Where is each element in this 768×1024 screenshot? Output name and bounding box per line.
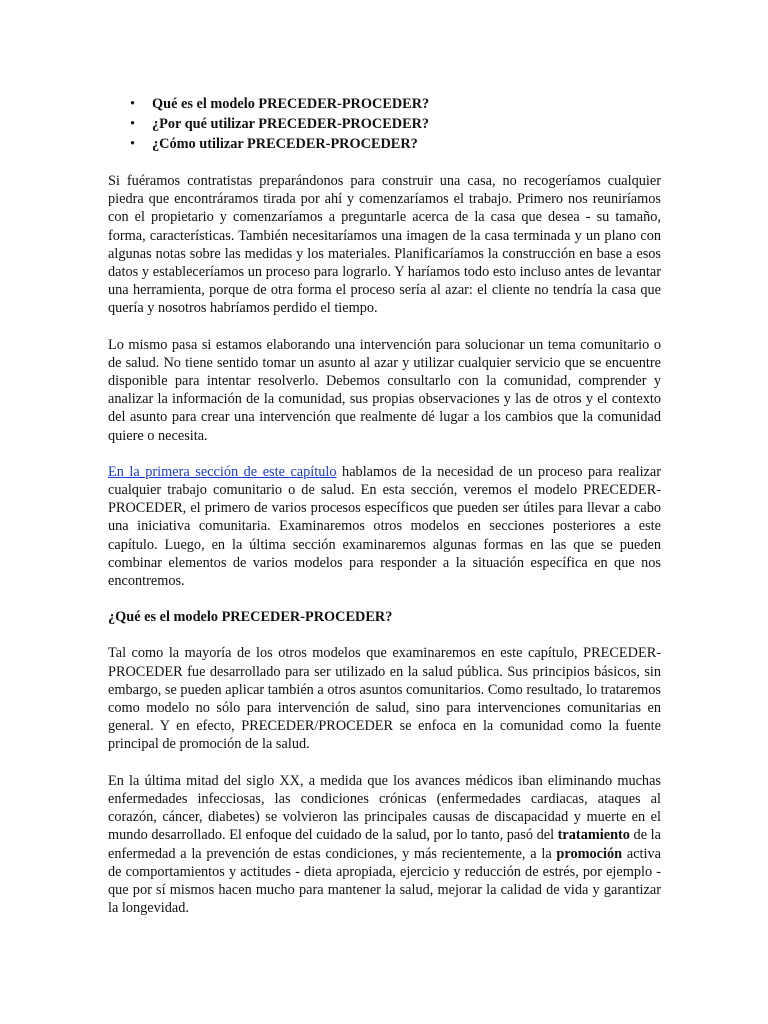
paragraph-section-intro-text: hablamos de la necesidad de un proceso para realizar cualquier trabajo comunitario o de salud. En esta sección, veremos el modelo PRECEDER-PROCEDER, el primero de varios procesos específicos que pueden ser útiles para llevar a cabo una iniciativa comunitaria. Examinaremos otros modelos en secciones posteriores a este capítulo. Luego, en la última sección examinaremos algunas formas en las que se pueden combinar elementos de varios modelos para responder a la situación específica en que nos encontremos. [108,463,661,590]
contents-item [108,114,661,134]
first-section-link[interactable]: En la primera sección de este capítulo [108,463,337,480]
paragraph-intervention: Lo mismo pasa si estamos elaborando una intervención para solucionar un tema comunitario o de salud. No tiene sentido tomar un asunto al azar y utilizar cualquier servicio que se encuentre disponible para intentar resolverlo. Debemos consultarlo con la comunidad, comprender y analizar la información de la comunidad, sus propias observaciones y las de otros y el contexto del asunto para crear una intervención que realmente dé lugar a los cambios que la comunidad quiere o necesita. [108,336,661,444]
bullet-icon: • [130,136,136,152]
paragraph-contractors: Si fuéramos contratistas preparándonos para construir una casa, no recogeríamos cualquier piedra que encontráramos tirada por ahí y comenzaríamos el trabajo. Primero nos reuniríamos con el propietario y comenzaríamos a preguntarle acerca de la casa que desea - su tamaño, forma, características. También necesitaríamos una imagen de la casa terminada y un plano con algunas notas sobre las medidas y los materiales. Planificaríamos la construcción en base a esos datos y estableceríamos un proceso para lograrlo. Y haríamos todo esto incluso antes de levantar una herramienta, porque de otra forma el proceso sería al azar: el cliente no tendría la casa que quería y nosotros habríamos perdido el tiempo. [108,173,661,317]
text-run: de la enfermedad a la prevención de estas condiciones, y más recientemente, a la [108,827,661,862]
contents-item [108,94,661,114]
paragraph-section-intro [108,463,661,590]
contents-item-label: ¿Cómo utilizar PRECEDER-PROCEDER? [152,136,418,152]
contents-item-label: Qué es el modelo PRECEDER-PROCEDER? [152,96,430,112]
bold-term-treatment: tratamiento [557,827,630,844]
contents-item-label: ¿Por qué utilizar PRECEDER-PROCEDER? [152,116,430,132]
text-run: En la última mitad del siglo XX, a medida que los avances médicos iban eliminando muchas enfermedades infecciosas, las condiciones crónicas (enfermedades cardiacas, ataques al corazón, cáncer, diabetes) se volvieron las principales causas de discapacidad y muerte en el mundo desarrollado. El enfoque del cuidado de la salud, por lo tanto, pasó del [108,772,661,844]
document-page [108,94,661,935]
text-run: activa de comportamientos y actitudes - dieta apropiada, ejercicio y reducción de estrés, por ejemplo - que por sí mismos hacen mucho para mantener la salud, mejorar la calidad de vida y garantizar la longevidad. [108,845,661,917]
bullet-icon: • [130,96,136,112]
bullet-icon: • [130,116,136,132]
bold-term-promotion: promoción [556,845,623,862]
paragraph-public-health: Tal como la mayoría de los otros modelos que examinaremos en este capítulo, PRECEDER-PROCEDER fue desarrollado para ser utilizado en la salud pública. Sus principios básicos, sin embargo, se pueden aplicar también a otros asuntos comunitarios. Como resultado, lo trataremos como modelo no sólo para intervención de salud, sino para intervenciones comunitarias en general. Y en efecto, PRECEDER/PROCEDER se enfoca en la comunidad como la fuente principal de promoción de la salud. [108,645,661,753]
contents-item [108,134,661,154]
section-heading: ¿Qué es el modelo PRECEDER-PROCEDER? [108,609,393,626]
paragraph-history [108,772,661,918]
contents-list [108,94,661,154]
